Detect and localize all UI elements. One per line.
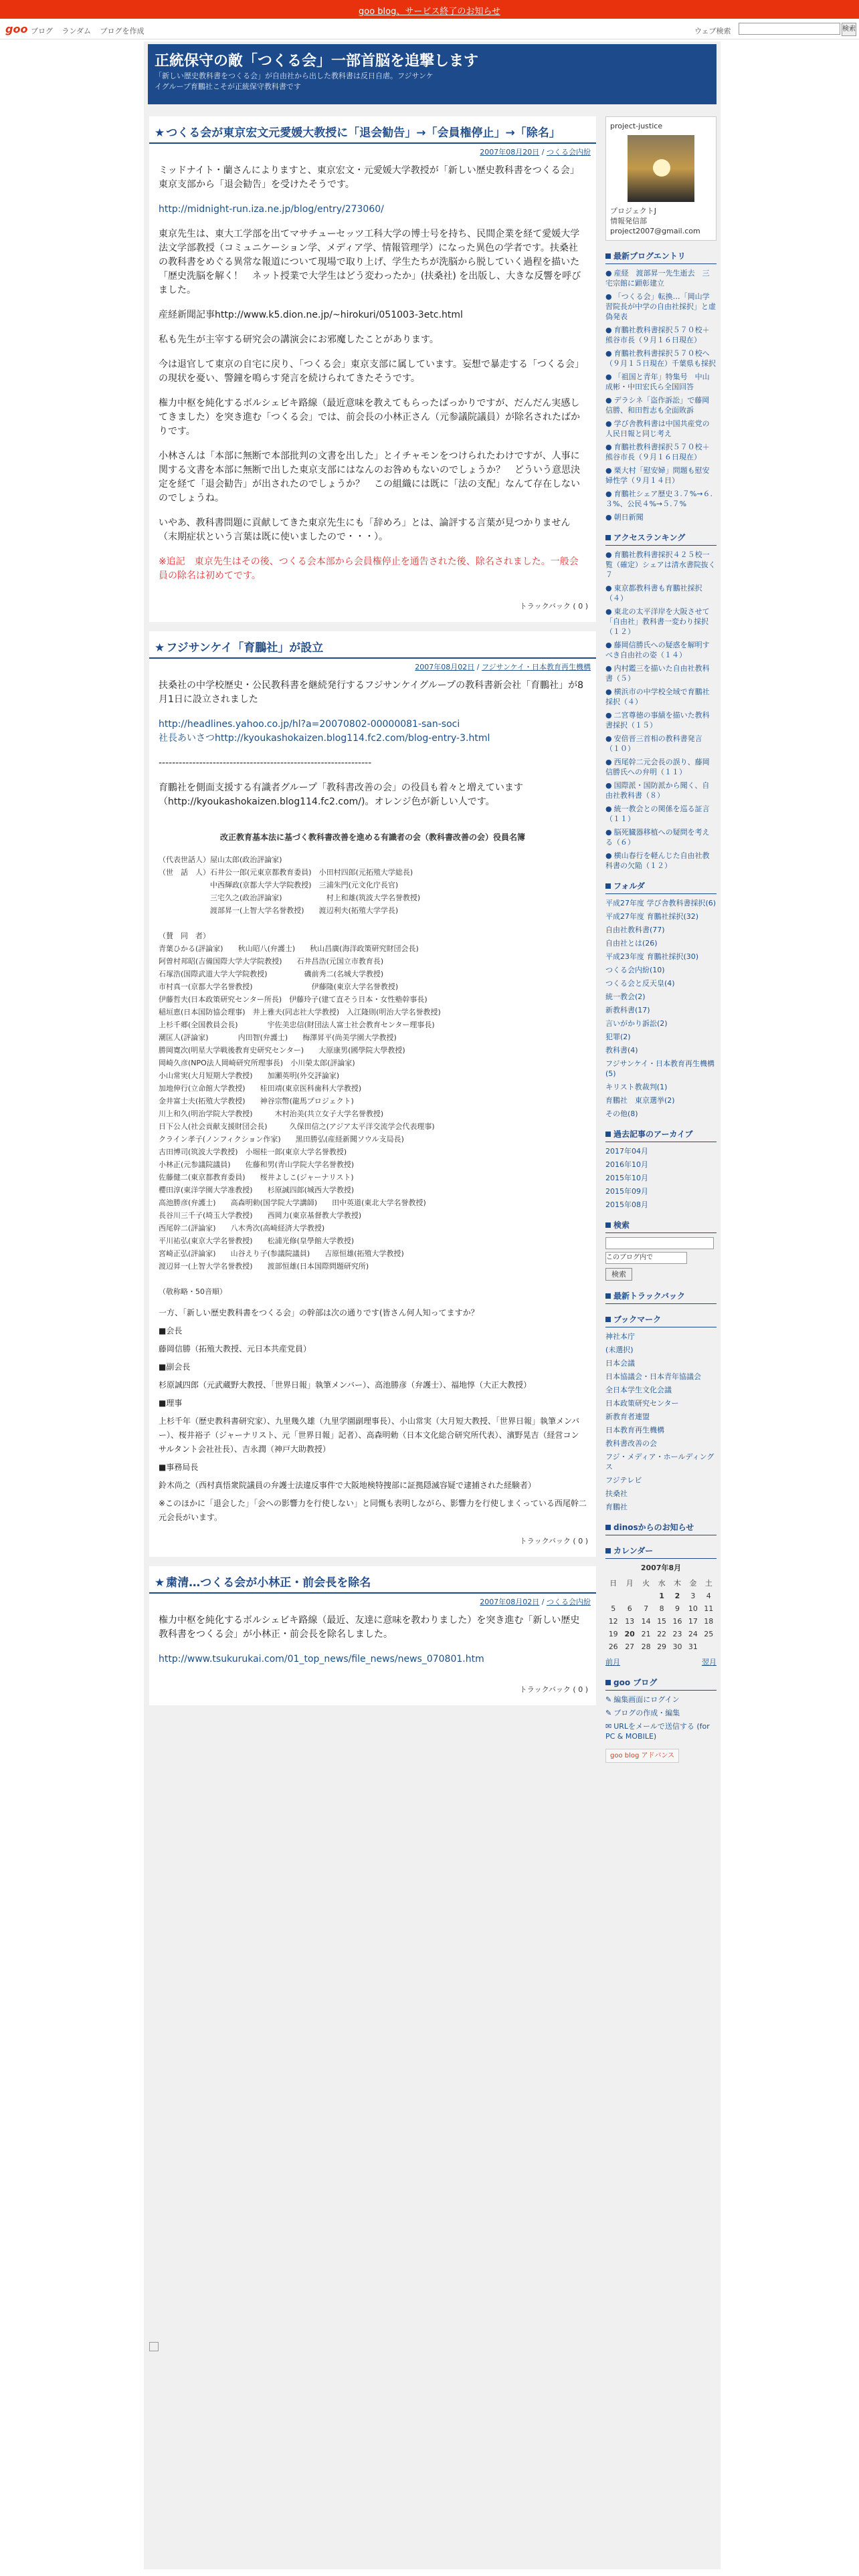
paragraph: 上杉千年（歴史教科書研究家）、九里幾久雄（九里学園副理事長）、小山常実（大月短大教授、「世界日報」執筆メンバー）、桜井裕子（ジャーナリスト、元「世界日報」記者）、高森明勅（日本文化総合研究所代表）、濱野晃吉（経営コンサルタント会社社長）、吉永潤（神戸大助教授）	[159, 1416, 580, 1454]
entry-body	[149, 675, 596, 824]
ranking-entry-link[interactable]: ● 内村鑑三を描いた自由社教科書（５）	[605, 664, 710, 683]
member-list-line: 阿曽村邦昭(吉備国際大学大学院教授) 石井昌浩(元国立市教育長)	[159, 957, 384, 966]
calendar-day: 18	[704, 1617, 714, 1626]
member-list-line: （世 話 人）石井公一郎(元東京都教育委員) 小田村四郎(元拓殖大学総長)	[159, 868, 413, 877]
member-list-line: 岡崎久彦(NPO法人岡崎研究所理事長) 小川榮太郎(評論家)	[159, 1059, 355, 1067]
recent-entry-link[interactable]: ● デラシネ「盗作訴訟」で藤岡信勝、和田哲志も全面敗訴	[605, 396, 710, 415]
square-icon	[605, 1132, 611, 1137]
blog-page	[144, 41, 721, 2569]
member-list-line: 高池勝彦(弁護士) 高森明勅(国学院大学講師) 田中英道(東北大学名誉教授)	[159, 1198, 426, 1207]
member-list-line: クライン孝子(ノンフィクション作家) 黒田勝弘(産経新聞ソウル支局長)	[159, 1135, 404, 1144]
bullet-icon: ●	[605, 443, 612, 451]
member-list-line: 日下公人(社会貢献支援財団会長) 久保田信之(アジア太平洋交流学会代表理事)	[159, 1122, 435, 1131]
calendar-day	[621, 1590, 638, 1602]
folder-link[interactable]: キリスト教裁判(1)	[605, 1083, 668, 1091]
calendar-day: 25	[704, 1630, 714, 1638]
goo-logo[interactable]: goo	[5, 23, 28, 35]
member-list-line: 中西輝政(京都大学大学院教授) 三浦朱門(元文化庁長官)	[159, 881, 399, 889]
ranking-entry-link[interactable]: ● 安倍晋三首相の教科書発言（１０）	[605, 734, 702, 753]
backnumber-link[interactable]: 2015年08月	[605, 1200, 648, 1209]
calendar-day: 16	[672, 1617, 682, 1626]
recent-entry-link[interactable]: ● 育鵬社教科書採択５７０校＋熊谷市長（９月１６日現在）	[605, 326, 710, 344]
member-list-line: 長谷川三千子(埼玉大学教授) 西岡力(東京基督教大学教授)	[159, 1211, 362, 1220]
profile-role: 情報発信部	[610, 217, 647, 225]
calendar-day: 14	[641, 1617, 651, 1626]
bookmark-link[interactable]: 日本協議会・日本青年協議会	[605, 1372, 701, 1381]
calendar-day: 9	[674, 1604, 680, 1613]
sun-icon	[653, 159, 670, 177]
search-section	[605, 1219, 717, 1281]
bullet-icon: ●	[605, 349, 612, 358]
paragraph: ミッドナイト・蘭さんによりますと、東京宏文・元愛媛大学教授が「新しい歴史教科書をつくる会」東京支部から「退会勧告」を受けたそうです。	[159, 165, 579, 190]
bookmark-link[interactable]: 日本会議	[605, 1359, 635, 1368]
broken-image-icon	[149, 2342, 159, 2351]
entry-meta: 2007年08月02日 / つくる会内紛	[480, 1598, 591, 1606]
recent-entry-link[interactable]: ● 朝日新聞	[605, 513, 644, 522]
calendar-weekday: 火	[642, 1579, 650, 1588]
ranking-entry-link[interactable]: ● 横浜市の中学校全域で育鵬社採択（４）	[605, 687, 710, 706]
bullet-icon: ●	[605, 419, 612, 428]
folder-link[interactable]: 平成27年度 学び舎教科書採択(6)	[605, 899, 717, 907]
create-blog-link[interactable]: ✎ ブログの作成・編集	[605, 1709, 680, 1717]
ranking-entry-link[interactable]: ● 西尾幹二元会長の誤り、藤岡信勝氏への弁明（１１）	[605, 758, 710, 776]
calendar-weekday: 日	[609, 1579, 617, 1588]
calendar-day: 26	[608, 1642, 618, 1651]
folder-link[interactable]: 新教科書(17)	[605, 1006, 650, 1014]
member-list-line: 西尾幹二(評論家) 八木秀次(高崎経済大学教授)	[159, 1224, 325, 1232]
paragraph: ■会長	[159, 1326, 183, 1335]
blog-search-input[interactable]	[605, 1237, 714, 1249]
paragraph: いやあ、教科書問題に貢献してきた東京先生にも「辞めろ」とは、論評する言葉が見つかりません（末期症状という言葉は既に使いましたので・・・）。	[159, 518, 571, 542]
sidebar	[605, 116, 717, 1772]
recent-entry-link[interactable]: ● 育鵬社シェア歴史３.７%→６.３%、公民４%→５.７%	[605, 490, 713, 508]
calendar-day: 8	[659, 1604, 664, 1613]
bookmark-link[interactable]: フジ・メディア・ホールディングス	[605, 1453, 714, 1471]
separator: ---------------------------------------------------------------	[159, 758, 372, 768]
member-list-line: 金井富士夫(拓殖大学教授) 神谷宗幣(龍馬プロジェクト)	[159, 1097, 354, 1105]
calendar-day: 23	[672, 1630, 682, 1638]
blog-search-button[interactable]: 検索	[605, 1268, 632, 1281]
calendar-day[interactable]: 20	[624, 1630, 635, 1638]
member-list-line: 小山常実(大月短期大学教授) 加瀬英明(外交評論家)	[159, 1071, 340, 1080]
folder-link[interactable]: その他(8)	[605, 1109, 638, 1118]
calendar-nav	[605, 1657, 717, 1667]
recent-entries-heading: 最新プログエントリ	[605, 250, 717, 264]
bookmark-link[interactable]: 日本政策研究センター	[605, 1399, 679, 1408]
bookmark-link[interactable]: (未選択)	[605, 1346, 634, 1354]
bookmark-link[interactable]: 育鵬社	[605, 1503, 628, 1511]
calendar-weekday: 月	[626, 1579, 634, 1588]
member-list-line: 潮匡人(評論家) 内田智(弁護士) 梅澤昇平(尚美学園大学教授)	[159, 1033, 397, 1042]
folder-link[interactable]: 教科書(4)	[605, 1046, 638, 1055]
entry-title[interactable]: ★ 粛清…つくる会が小林正・前会長を除名	[149, 1566, 596, 1594]
bullet-icon: ●	[605, 758, 612, 766]
paragraph: 東京先生は、東大工学部を出てマサチューセッツ工科大学の博士号を持ち、民間企業を経て愛媛大学法文学部教授（コミュニケーション学、メディア学、情報管理学）になった異色の学者です。扶桑社の教科書をめぐる異常な報道について現場で取り上げ、学生たちが洗脳から脱していく過程を描いた「歴史洗脳を解く！ ネット授業で大学生はどう変わったか」(扶桑社) を出版し、大きな反響を呼びました。	[159, 229, 581, 296]
entry-category[interactable]: つくる会内紛	[547, 148, 591, 156]
folders-list	[605, 898, 717, 1119]
calendar-day: 6	[627, 1604, 632, 1613]
paragraph: 育鵬社を側面支援する有識者グループ「教科書改善の会」の役員も着々と増えています（http://kyoukashokaizen.blog114.fc2.com/)。オレンジ色が新しい人です。	[159, 782, 523, 807]
entry-category[interactable]: つくる会内紛	[547, 1598, 591, 1606]
square-icon	[605, 1293, 611, 1299]
star-icon: ★	[155, 641, 165, 655]
calendar-day: 19	[608, 1630, 618, 1638]
trackback-link[interactable]: トラックバック ( 0 )	[519, 1685, 588, 1694]
entry	[149, 116, 596, 622]
folder-link[interactable]: つくる会と反天皇(4)	[605, 979, 675, 988]
member-list-line: 佐藤健二(東京都教育委員) 桜井よしこ(ジャーナリスト)	[159, 1173, 354, 1182]
ranking-entry-link[interactable]: ● 藤岡信勝氏への疑惑を解明すべき自由社の姿（１４）	[605, 641, 710, 659]
entry-body	[149, 160, 596, 598]
calendar-weekday: 水	[658, 1579, 666, 1588]
backnumber-link[interactable]: 2017年04月	[605, 1147, 648, 1156]
backnumber-heading: 過去記事のアーカイブ	[605, 1128, 717, 1142]
calendar-day: 21	[641, 1630, 651, 1638]
profile-name[interactable]: プロジェクトJ	[610, 207, 657, 215]
calendar-day[interactable]: 2	[674, 1592, 680, 1600]
backnumber-list	[605, 1146, 717, 1210]
trackback-section	[605, 1290, 717, 1304]
bullet-icon: ●	[605, 292, 612, 301]
profile-box	[605, 116, 717, 241]
member-list-line: 青葉ひかる(評論家) 秋山昭八(弁護士) 秋山昌廣(海洋政策研究財団会長)	[159, 944, 419, 953]
entry-link[interactable]: 社長あいさつhttp://kyoukashokaizen.blog114.fc2.com/blog-entry-3.html	[159, 733, 490, 744]
access-ranking-section	[605, 532, 717, 871]
member-list-lines	[159, 853, 587, 1298]
ranking-entry-link[interactable]: ● 国際派・国防派から聞く、自由社教科書（８）	[605, 781, 710, 800]
mail-icon: ✉	[605, 1722, 612, 1731]
recent-entry-link[interactable]: ● 「祖国と青年」特集号 中山成彬・中田宏氏ら全国回答	[605, 372, 710, 391]
bullet-icon: ●	[605, 269, 612, 278]
bookmarks-heading: ブックマーク	[605, 1313, 717, 1327]
member-list-line	[159, 917, 587, 930]
pencil-icon: ✎	[605, 1695, 612, 1704]
goo-nav-random[interactable]: ランダム	[62, 27, 92, 35]
ranking-entry-link[interactable]: ● 横山春行を軽んじた自由社教科書の欠陥（１２）	[605, 851, 710, 870]
bullet-icon: ●	[605, 490, 612, 498]
calendar-day	[701, 1640, 717, 1653]
member-list-line: 伊藤哲夫(日本政策研究センター所長) 伊藤玲子(建て直そう日本・女性塾幹事長)	[159, 995, 427, 1004]
ranking-entry-link[interactable]: ● 東京都教科書も育鵬社採択（４）	[605, 584, 702, 603]
calendar-day: 29	[657, 1642, 667, 1651]
bookmarks-list	[605, 1331, 717, 1512]
calendar-day: 15	[657, 1617, 667, 1626]
calendar-day: 12	[608, 1617, 618, 1626]
member-list-line: 宮崎正弘(評論家) 山谷えり子(参議院議員) 吉原恒雄(拓殖大学教授)	[159, 1249, 404, 1258]
entry-link[interactable]: http://headlines.yahoo.co.jp/hl?a=20070802-00000081-san-soci	[159, 719, 460, 730]
bullet-icon: ●	[605, 372, 612, 381]
main-column	[149, 116, 596, 1715]
profile-title: project-justice	[610, 122, 663, 130]
member-list-line: 渡辺昇一(上智大学名誉教授) 渡部恒雄(日本国際問題研究所)	[159, 1262, 369, 1271]
member-list-document	[149, 824, 596, 1302]
bullet-icon: ●	[605, 828, 612, 837]
member-list-line: （敬称略・50音順）	[159, 1287, 227, 1296]
goo-nav-blog[interactable]: ブログ	[31, 27, 53, 35]
paragraph: 産経新聞記事http://www.k5.dion.ne.jp/~hirokuri/051003-3etc.html	[159, 310, 463, 320]
calendar-weekday: 金	[689, 1579, 697, 1588]
access-ranking-list	[605, 550, 717, 871]
folder-link[interactable]: 育鵬社 東京選挙(2)	[605, 1096, 675, 1105]
calendar-day: 22	[657, 1630, 667, 1638]
bookmark-link[interactable]: 教科書改善の会	[605, 1439, 657, 1448]
square-icon	[605, 535, 611, 540]
square-icon	[605, 1317, 611, 1322]
recent-entries-list	[605, 268, 717, 522]
folder-link[interactable]: つくる会内紛(10)	[605, 966, 665, 974]
entry-date[interactable]: 2007年08月02日	[415, 663, 475, 671]
dinos-section	[605, 1521, 717, 1535]
blog-header	[148, 44, 717, 104]
calendar-month: 2007年8月	[640, 1564, 682, 1572]
entry-body	[149, 1302, 596, 1533]
star-icon: ★	[155, 126, 165, 140]
folders-heading: フォルダ	[605, 880, 717, 894]
calendar-day	[638, 1590, 654, 1602]
bullet-icon: ●	[605, 711, 612, 720]
web-search-label: ウェブ検索	[694, 27, 731, 35]
entry-category[interactable]: フジサンケイ・日本教育再生機構	[481, 663, 591, 671]
entry	[149, 631, 596, 1557]
folder-link[interactable]: 平成27年度 育鵬社採択(32)	[605, 912, 699, 921]
calendar-day: 30	[672, 1642, 682, 1651]
bookmark-link[interactable]: 全日本学生文化会議	[605, 1386, 672, 1394]
folder-link[interactable]: フジサンケイ・日本教育再生機構(5)	[605, 1059, 715, 1078]
member-list-line: 石塚浩(国際武道大学大学院教授) 磯前秀二(名城大学教授)	[159, 970, 384, 978]
entry-body	[149, 1610, 596, 1681]
bullet-icon: ●	[605, 326, 612, 334]
trackback-link[interactable]: トラックバック ( 0 )	[519, 602, 588, 611]
calendar-section	[605, 1545, 717, 1667]
paragraph: 小林さんは「本部に無断で本部批判の文書を出した」とイチャモンをつけられたわけですが、人事に関する文書を本部に無断で出した東京支部にはなんのお咎めもないのでしょうか？ どういう意思決定を経て「退会勧告」が出されたのでしょうか？ この組織には既に「法の支配」なんて存在しないのでしょうね。	[159, 451, 580, 504]
paragraph: 藤岡信勝（拓殖大教授、元日本共産党員）	[159, 1344, 312, 1354]
calendar-day	[605, 1590, 621, 1602]
bullet-icon: ●	[605, 550, 612, 559]
dinos-heading: dinosからのお知らせ	[605, 1521, 717, 1535]
calendar-weekday: 土	[704, 1579, 712, 1588]
paragraph: 権力中枢を純化するボルシェビキ路線（最近、友達に意味を教わりました）を突き進む「新しい歴史教科書をつくる会」が小林正・前会長を除名しました。	[159, 1615, 580, 1640]
paragraph: ※このほかに「退会した」「会への影響力を行使しない」と同慨も表明しながら、影響力を行使しまくっている西尾幹二元会長がいます。	[159, 1499, 587, 1522]
calendar-day: 7	[644, 1604, 649, 1613]
calendar-day: 4	[706, 1592, 711, 1600]
member-list-line	[159, 1273, 587, 1285]
member-list-line: 上杉千郷(全国教員会長) 宇佐美忠信(財団法人富士社会教育センター理事長)	[159, 1021, 435, 1029]
entry-date[interactable]: 2007年08月02日	[480, 1598, 540, 1606]
recent-entry-link[interactable]: ● 産経 渡部昇一先生逝去 三宅宗館に顕彰建立	[605, 269, 710, 288]
calendar-day: 5	[611, 1604, 616, 1613]
entry-meta: 2007年08月02日 / フジサンケイ・日本教育再生機構	[415, 663, 591, 671]
web-search-input[interactable]	[739, 23, 840, 35]
paragraph: 権力中枢を純化するボルシェビキ路線（最近意味を教えてもらったばっかりですが、だんだん実感してきました）を突き進む「つくる会」では、前会長の小林正さん（元参議院議員）が除名されたばかりです。	[159, 398, 580, 437]
calendar-day: 31	[688, 1642, 698, 1651]
login-link[interactable]: ✎ 編集画面にログイン	[605, 1695, 680, 1704]
member-list-line: 古田博司(筑波大学教授) 小堀桂一郎(東京大学名誉教授)	[159, 1148, 347, 1156]
paragraph: 私も先生が主宰する研究会の講演会にお邪魔したことがあります。	[159, 334, 439, 345]
member-list-line: 加地伸行(立命館大学教授) 桂田靖(東京医科歯科大学教授)	[159, 1084, 362, 1093]
paragraph: 一方、「新しい歴史教科書をつくる会」の幹部は次の通りです(皆さん何人知ってますか？	[159, 1308, 479, 1317]
bullet-icon: ●	[605, 734, 612, 743]
paragraph: ■事務局長	[159, 1463, 199, 1472]
profile-photo	[628, 135, 694, 202]
entry-title[interactable]: ★ フジサンケイ「育鵬社」が設立	[149, 631, 596, 659]
bookmark-link[interactable]: 神社本庁	[605, 1332, 635, 1341]
blog-description: 「新しい歴史教科書をつくる会」が自由社から出した教科書は反日自虐。フジサンケイグループ育鵬社こそが正統保守教科書です	[155, 72, 434, 91]
profile-email[interactable]: project2007@gmail.com	[610, 227, 700, 235]
web-search-button[interactable]: 検索	[842, 23, 856, 36]
recent-entries-section	[605, 250, 717, 522]
paragraph: 鈴木尚之（西村真悟衆院議員の弁護士法違反事件で大阪地検特捜部に証拠隠滅容疑で逮捕された経験者）	[159, 1481, 537, 1490]
entry-date[interactable]: 2007年08月20日	[480, 148, 540, 156]
entry	[149, 1566, 596, 1705]
folder-link[interactable]: 自由社教科書(77)	[605, 926, 665, 934]
backnumber-link[interactable]: 2015年09月	[605, 1187, 648, 1196]
bookmark-link[interactable]: 扶桑社	[605, 1489, 628, 1498]
blog-title[interactable]: 正統保守の敵「つくる会」一部首脳を追撃します	[155, 53, 479, 70]
search-heading: 検索	[605, 1219, 717, 1233]
recent-entry-link[interactable]: ● 「つくる会」転換…「岡山学習院長が中学の自由社採択」と虚偽発表	[605, 292, 716, 321]
member-list-line: 小林正(元参議院議員) 佐藤和男(青山学院大学名誉教授)	[159, 1160, 355, 1169]
ranking-entry-link[interactable]: ● 育鵬社教科書採択４２５校一覧（確定）シェアは清水書院抜く７	[605, 550, 716, 579]
entry-link[interactable]: http://www.tsukurukai.com/01_top_news/file_news/news_070801.htm	[159, 1654, 484, 1665]
ranking-entry-link[interactable]: ● 東北の太平洋岸を大阪させて「自由社」教科書一変わり採択（１２）	[605, 607, 710, 636]
calendar-day: 27	[625, 1642, 635, 1651]
goo-toolbar	[0, 19, 859, 39]
search-scope-select[interactable]: このブログ内で	[605, 1252, 687, 1264]
calendar-next-link[interactable]: 翌月	[702, 1658, 717, 1667]
bullet-icon: ●	[605, 584, 612, 593]
calendar-day: 17	[688, 1617, 698, 1626]
folders-section	[605, 880, 717, 1119]
calendar-day: 11	[704, 1604, 714, 1613]
member-list-line: 三宅久之(政治評論家) 村上和雄(筑波大学名誉教授)	[159, 893, 421, 902]
backnumber-link[interactable]: 2015年10月	[605, 1174, 648, 1182]
access-ranking-heading: アクセスランキング	[605, 532, 717, 546]
folder-link[interactable]: 言いがかり訴訟(2)	[605, 1019, 668, 1028]
folder-link[interactable]: 平成23年度 育鵬社採択(30)	[605, 952, 699, 961]
square-icon	[605, 1222, 611, 1228]
member-list-line: 川上和久(明治学院大学教授) 木村治美(共立女子大学名誉教授)	[159, 1109, 384, 1118]
ranking-entry-link[interactable]: ● 二宮尊徳の事績を描いた教科書採択（１５）	[605, 711, 710, 730]
paragraph: ■副会長	[159, 1362, 191, 1372]
goo-nav-create[interactable]: ブログを作成	[100, 27, 145, 35]
goo-nav	[31, 25, 151, 36]
calendar-table	[605, 1577, 717, 1653]
star-icon: ★	[155, 1576, 165, 1590]
folder-link[interactable]: 統一教会(2)	[605, 992, 646, 1001]
member-list-line: 勝岡寛次(明星大学戦後教育史研究センター) 大原康男(國學院大學教授)	[159, 1046, 405, 1055]
square-icon	[605, 883, 611, 889]
member-list-line: （代表世話人）屋山太郎(政治評論家)	[159, 855, 282, 864]
ranking-entry-link[interactable]: ● 脳死臓器移植への疑問を考える（６）	[605, 828, 710, 847]
square-icon	[605, 1525, 611, 1530]
recent-entry-link[interactable]: ● 学び舎教科書は中国共産党の人民日報と同じ考え	[605, 419, 710, 438]
trackback-heading: 最新トラックバック	[605, 1290, 717, 1304]
bookmarks-section	[605, 1313, 717, 1512]
member-list-title: 改正教育基本法に基づく教科書改善を進める有識者の会（教科書改善の会）役員名簿	[219, 833, 525, 842]
member-list-line: 渡部昇一(上智大学名誉教授) 渡辺利夫(拓殖大学学長)	[159, 906, 399, 915]
backnumber-section	[605, 1128, 717, 1210]
goo-blog-section	[605, 1677, 717, 1763]
bullet-icon: ●	[605, 396, 612, 405]
bullet-icon: ●	[605, 851, 612, 860]
service-notice-link[interactable]: goo blog、サービス終了のお知らせ	[359, 7, 500, 17]
bullet-icon: ●	[605, 687, 612, 696]
backnumber-link[interactable]: 2016年10月	[605, 1160, 648, 1169]
member-list-line: 稲垣恵(日本国防協会理事) 井上雅夫(同志社大学教授) 入江隆則(明治大学名誉教授)	[159, 1008, 441, 1016]
square-icon	[605, 1680, 611, 1685]
trackback-link[interactable]: トラックバック ( 0 )	[519, 1537, 588, 1545]
bullet-icon: ●	[605, 513, 612, 522]
send-url-link[interactable]: ✉ URLをメールで送信する (for PC & MOBILE)	[605, 1722, 710, 1741]
bookmark-link[interactable]: 新教育者連盟	[605, 1412, 650, 1421]
entry-title[interactable]: ★ つくる会が東京宏文元愛媛大教授に「退会勧告」→「会員権停止」→「除名」	[149, 116, 596, 144]
paragraph: ■理事	[159, 1398, 183, 1408]
square-icon	[605, 1548, 611, 1553]
goo-advance-badge[interactable]: goo blog アドバンス	[605, 1749, 679, 1763]
paragraph: 杉原誠四郎（元武蔵野大教授、「世界日報」執筆メンバー）、高池勝彦（弁護士）、福地惇（大正大教授）	[159, 1380, 532, 1390]
recent-entry-link[interactable]: ● 栗大村「慰安婦」問題も慰安婦性学（９月１４日）	[605, 466, 710, 485]
addendum: ※追記 東京先生はその後、つくる会本部から会員権停止を通告された後、除名されました。一般会員の除名は初めてです。	[159, 556, 579, 581]
pencil-icon: ✎	[605, 1709, 612, 1717]
bullet-icon: ●	[605, 781, 612, 790]
member-list-line: 平川祐弘(東京大学名誉教授) 松浦光修(皇學館大学教授)	[159, 1237, 355, 1245]
square-icon	[605, 253, 611, 259]
calendar-prev-link[interactable]: 前月	[605, 1658, 620, 1667]
calendar-heading: カレンダー	[605, 1545, 717, 1559]
calendar-day[interactable]: 1	[659, 1592, 664, 1600]
service-notice-bar	[0, 0, 859, 19]
ranking-entry-link[interactable]: ● 統一教会との関係を巡る証言（１１）	[605, 804, 710, 823]
member-list-line: 櫻田淳(東洋学園大学准教授) 杉原誠四郎(城西大学教授)	[159, 1186, 355, 1194]
goo-links-list	[605, 1695, 717, 1741]
goo-blog-heading: goo ブログ	[605, 1677, 717, 1691]
bullet-icon: ●	[605, 466, 612, 475]
calendar-weekday: 木	[673, 1579, 681, 1588]
bullet-icon: ●	[605, 641, 612, 649]
bullet-icon: ●	[605, 607, 612, 616]
folder-link[interactable]: 自由社とは(26)	[605, 939, 658, 948]
calendar-day: 13	[625, 1617, 635, 1626]
paragraph: 今は退官して東京の自宅に戻り、「つくる会」東京支部に属しています。妄想で暴走する「つくる会」の現状を憂い、警鐘を鳴らす発言を続けられてきたそうです。	[159, 359, 584, 384]
calendar-day: 28	[641, 1642, 651, 1651]
member-list-line: 市村真一(京都大学名誉教授) 伊藤隆(東京大学名誉教授)	[159, 982, 399, 991]
bullet-icon: ●	[605, 804, 612, 813]
calendar-day: 24	[688, 1630, 698, 1638]
entry-meta: 2007年08月20日 / つくる会内紛	[480, 148, 591, 156]
member-list-line: （賛 同 者）	[159, 932, 210, 940]
recent-entry-link[interactable]: ● 育鵬社教科書採択５７０校へ（９月１５日現在）千葉県も採択	[605, 349, 716, 368]
bookmark-link[interactable]: フジテレビ	[605, 1476, 642, 1485]
entry-link[interactable]: http://midnight-run.iza.ne.jp/blog/entry/273060/	[159, 204, 384, 215]
bullet-icon: ●	[605, 664, 612, 673]
calendar-day: 3	[690, 1592, 696, 1600]
bookmark-link[interactable]: 日本教育再生機構	[605, 1426, 664, 1434]
folder-link[interactable]: 犯罪(2)	[605, 1033, 631, 1041]
recent-entry-link[interactable]: ● 育鵬社教科書採択５７０校＋熊谷市長（９月１６日現在）	[605, 443, 710, 461]
calendar-day: 10	[688, 1604, 698, 1613]
paragraph: 扶桑社の中学校歴史・公民教科書を継続発行するフジサンケイグループの教科書新会社「育鵬社」が8月1日に設立されました	[159, 680, 583, 705]
